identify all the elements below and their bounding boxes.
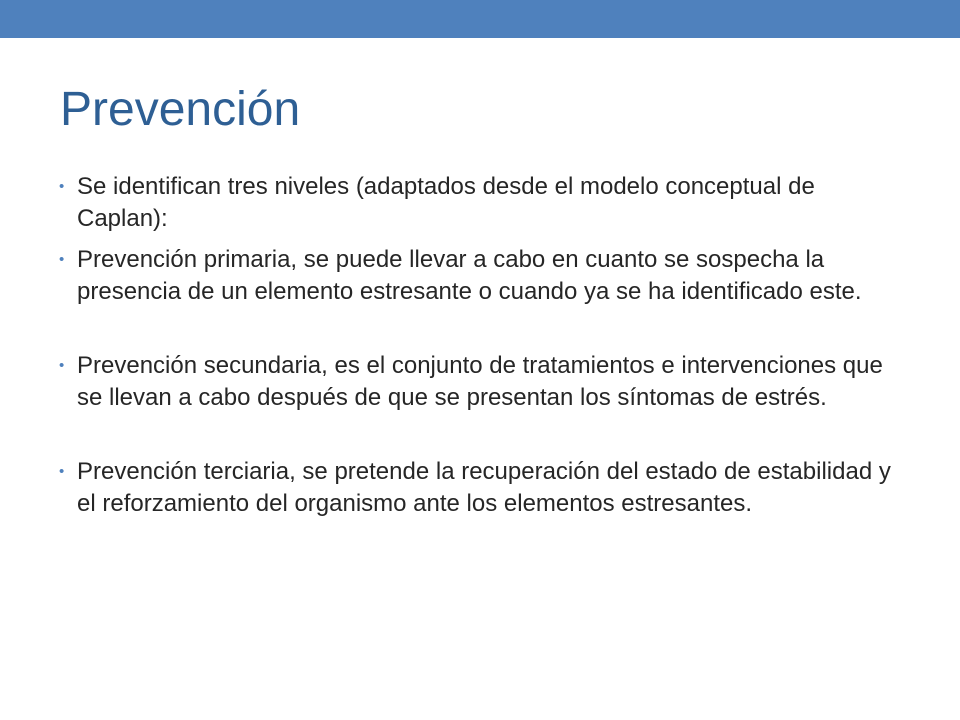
bullet-text: Prevención terciaria, se pretende la recuperación del estado de estabilidad y el reforzamiento del organismo ante los elementos estresantes. bbox=[77, 458, 891, 517]
slide-title: Prevención bbox=[60, 83, 301, 136]
top-accent-bar bbox=[0, 0, 960, 38]
bullet-item-primary bbox=[57, 244, 907, 308]
bullet-dot-icon: • bbox=[59, 178, 65, 195]
bullet-item-secondary bbox=[57, 350, 907, 414]
bullet-item-tertiary bbox=[57, 456, 907, 520]
bullet-dot-icon: • bbox=[59, 251, 65, 268]
bullet-text: Se identifican tres niveles (adaptados desde el modelo conceptual de Caplan): bbox=[77, 173, 815, 232]
bullet-list bbox=[57, 171, 907, 529]
bullet-text: Prevención primaria, se puede llevar a cabo en cuanto se sospecha la presencia de un elemento estresante o cuando ya se ha identificado este. bbox=[77, 246, 862, 305]
bullet-dot-icon: • bbox=[59, 463, 65, 480]
bullet-text: Prevención secundaria, es el conjunto de tratamientos e intervenciones que se llevan a cabo después de que se presentan los síntomas de estrés. bbox=[77, 352, 883, 411]
bullet-dot-icon: • bbox=[59, 357, 65, 374]
bullet-item-levels bbox=[57, 171, 907, 235]
